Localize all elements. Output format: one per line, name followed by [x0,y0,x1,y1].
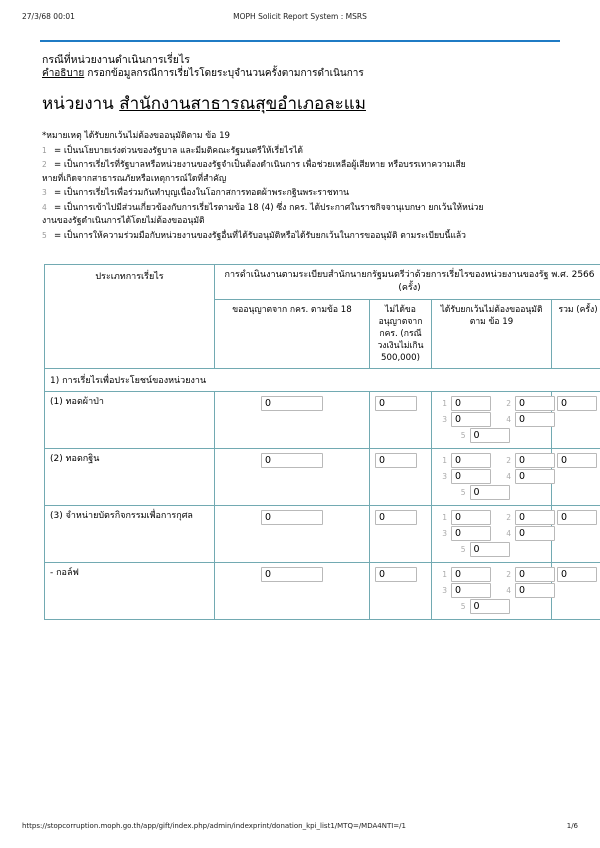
input-exempt-3[interactable] [451,469,491,484]
table-row [45,563,600,620]
cell-approved-18 [215,392,370,449]
remark-number: 2 [42,160,47,169]
intro-line-1: กรณีที่หน่วยงานดำเนินการเรี่ยไร [42,54,190,66]
remark-item [42,144,566,159]
cell-exempt-19 [432,449,552,506]
remark-item [42,201,566,216]
remark-number: 5 [42,230,47,240]
exempt-grid-row [437,542,546,557]
section-row [45,369,600,392]
table-header-row-group [45,265,600,300]
remarks-heading: *หมายเหตุ ได้รับยกเว้นไม่ต้องขออนุมัติตาม ข้อ 19 [42,131,231,141]
input-exempt-2[interactable] [515,510,555,525]
remark-item [42,158,566,173]
exempt-grid-row [437,469,546,484]
input-exempt-4[interactable] [515,526,555,541]
col-header-total: รวม (ครั้ง) [552,300,600,369]
row-label: (2) ทอดกฐิน [45,449,215,506]
exempt-field-2 [501,510,555,525]
exempt-index-label: 4 [506,415,511,424]
remark-text: = เป็นการเรี่ยไรเพื่อร่วมกันทำบุญเนื่องในโอกาสการทอดผ้าพระกฐินพระราชทาน [54,188,350,198]
input-exempt-4[interactable] [515,469,555,484]
donation-table [44,264,600,620]
col-header-not-requested: ไม่ได้ขออนุญาตจาก กคร. (กรณีวงเงินไม่เกิน 500,000) [370,300,432,369]
print-date: 27/3/68 00:01 [22,12,75,21]
row-label: (3) จำหน่ายบัตรกิจกรรมเพื่อการกุศล [45,506,215,563]
exempt-field-2 [501,567,555,582]
col-header-exempt-19: ได้รับยกเว้นไม่ต้องขออนุมัติ ตาม ข้อ 19 [432,300,552,369]
remarks-block [42,130,566,243]
exempt-index-label: 1 [442,456,447,465]
cell-approved-18 [215,563,370,620]
header-divider [40,40,560,42]
input-exempt-1[interactable] [451,396,491,411]
remark-number: 1 [42,145,47,155]
input-exempt-1[interactable] [451,567,491,582]
footer-url: https://stopcorruption.moph.go.th/app/gift/index.php/admin/indexprint/donation_kpi_list1/MTQ=/MDA4NTI=/1 [22,822,406,830]
remark-text: = เป็นการเข้าไปมีส่วนเกี่ยวข้องกับการเรี่ยไรตามข้อ 18 (4) ซึ่ง กคร. ได้ประกาศในราชกิจจานุเบกษา ยกเว้นให้หน่วย [54,202,484,213]
intro-block [42,53,562,81]
exempt-index-label: 1 [442,570,447,579]
exempt-field-1 [437,510,491,525]
exempt-field-5 [456,428,510,443]
donation-table-wrapper [44,264,600,620]
print-title: MOPH Solicit Report System : MSRS [233,12,367,21]
cell-total [552,449,600,506]
table-row [45,506,600,563]
input-exempt-2[interactable] [515,567,555,582]
exempt-field-2 [501,396,555,411]
unit-name: สำนักงานสาธารณสุขอำเภอละแม [119,94,366,114]
input-approved-18[interactable] [261,510,323,525]
intro-line-2 [42,67,562,81]
remark-text: = เป็นนโยบายเร่งด่วนของรัฐบาล และมีมติคณะรัฐมนตรีให้เรี่ยไรได้ [54,145,303,156]
row-label: (1) ทอดผ้าป่า [45,392,215,449]
exempt-grid-row [437,583,546,598]
input-approved-18[interactable] [261,567,323,582]
exempt-field-1 [437,453,491,468]
cell-not-requested [370,449,432,506]
exempt-field-3 [437,469,491,484]
exempt-grid-row [437,453,546,468]
exempt-field-5 [456,599,510,614]
cell-not-requested [370,506,432,563]
input-approved-18[interactable] [261,396,323,411]
exempt-field-4 [501,412,555,427]
col-header-group: การดำเนินงานตามระเบียบสำนักนายกรัฐมนตรีว่าด้วยการเรี่ยไรของหน่วยงานของรัฐ พ.ศ. 2566 (ครั้ง) [215,265,600,300]
input-not-requested[interactable] [375,396,417,411]
explanation-text: กรอกข้อมูลกรณีการเรี่ยไรโดยระบุจำนวนครั้งตามการดำเนินการ [84,68,364,79]
exempt-index-label: 5 [460,488,466,497]
input-total[interactable] [557,510,597,525]
input-not-requested[interactable] [375,510,417,525]
exempt-field-2 [501,453,555,468]
remark-number: 4 [42,202,47,212]
remark-text-continuation: หายที่เกิดจากสาธารณภัยหรือเหตุการณ์ใดที่สำคัญ [42,173,227,184]
input-not-requested[interactable] [375,567,417,582]
exempt-index-label: 2 [506,570,511,579]
cell-exempt-19 [432,392,552,449]
input-total[interactable] [557,396,597,411]
exempt-index-label: 4 [506,472,511,481]
cell-total [552,506,600,563]
cell-not-requested [370,563,432,620]
remark-text-continuation: งานของรัฐดำเนินการได้โดยไม่ต้องขออนุมัติ [42,216,205,226]
col-header-approved-18: ขออนุญาตจาก กคร. ตามข้อ 18 [215,300,370,369]
exempt-index-label: 2 [506,513,511,522]
exempt-index-label: 3 [442,472,447,481]
table-row [45,392,600,449]
exempt-grid-row [437,567,546,582]
input-total[interactable] [557,453,597,468]
cell-not-requested [370,392,432,449]
exempt-grid-row [437,485,546,500]
input-exempt-3[interactable] [451,526,491,541]
exempt-index-label: 5 [460,431,466,440]
exempt-index-label: 3 [442,529,447,538]
input-exempt-5[interactable] [470,428,510,443]
exempt-grid-row [437,396,546,411]
exempt-grid [437,396,546,443]
footer-page-number: 1/6 [566,822,578,830]
explanation-label: คำอธิบาย [42,68,85,79]
cell-approved-18 [215,506,370,563]
exempt-field-3 [437,526,491,541]
remark-text: = เป็นการให้ความร่วมมือกับหน่วยงานของรัฐอื่นที่ได้รับอนุมัติหรือได้รับยกเว้นในการขออนุมัติ ตามระเบียบนี้แล้ว [54,230,466,241]
exempt-grid [437,453,546,500]
input-exempt-3[interactable] [451,412,491,427]
remark-number: 3 [42,188,47,197]
print-header [0,12,600,26]
exempt-index-label: 2 [506,456,511,465]
remark-item [42,186,566,201]
unit-heading [42,92,366,116]
exempt-grid-row [437,428,546,443]
exempt-index-label: 1 [442,513,447,522]
print-footer [0,822,600,834]
input-exempt-1[interactable] [451,453,491,468]
exempt-grid-row [437,510,546,525]
exempt-index-label: 1 [442,399,447,408]
input-approved-18[interactable] [261,453,323,468]
exempt-field-1 [437,396,491,411]
input-not-requested[interactable] [375,453,417,468]
exempt-grid-row [437,526,546,541]
exempt-index-label: 3 [442,415,447,424]
input-exempt-5[interactable] [470,599,510,614]
input-exempt-4[interactable] [515,583,555,598]
exempt-grid-row [437,412,546,427]
exempt-grid-row [437,599,546,614]
exempt-field-4 [501,469,555,484]
row-label: - กอล์ฟ [45,563,215,620]
exempt-field-3 [437,412,491,427]
cell-approved-18 [215,449,370,506]
exempt-field-3 [437,583,491,598]
table-row [45,449,600,506]
exempt-index-label: 3 [442,586,447,595]
unit-label: หน่วยงาน [42,94,120,114]
input-exempt-3[interactable] [451,583,491,598]
input-exempt-4[interactable] [515,412,555,427]
remark-item [42,229,566,244]
exempt-field-5 [456,542,510,557]
input-exempt-1[interactable] [451,510,491,525]
cell-exempt-19 [432,563,552,620]
exempt-field-1 [437,567,491,582]
exempt-field-4 [501,526,555,541]
exempt-field-5 [456,485,510,500]
cell-total [552,563,600,620]
remark-text: = เป็นการเรี่ยไรที่รัฐบาลหรือหน่วยงานของรัฐจำเป็นต้องดำเนินการ เพื่อช่วยเหลือผู้เสียหาย หรือบรรเทาความเสีย [54,160,466,170]
exempt-index-label: 4 [506,586,511,595]
exempt-index-label: 2 [506,399,511,408]
exempt-index-label: 4 [506,529,511,538]
exempt-grid [437,510,546,557]
cell-exempt-19 [432,506,552,563]
exempt-grid [437,567,546,614]
exempt-index-label: 5 [460,602,466,611]
col-header-type: ประเภทการเรี่ยไร [45,265,215,369]
exempt-field-4 [501,583,555,598]
input-exempt-2[interactable] [515,453,555,468]
input-exempt-2[interactable] [515,396,555,411]
input-exempt-5[interactable] [470,485,510,500]
input-total[interactable] [557,567,597,582]
exempt-index-label: 5 [460,545,466,554]
cell-total [552,392,600,449]
section-title: 1) การเรี่ยไรเพื่อประโยชน์ของหน่วยงาน [45,369,600,392]
input-exempt-5[interactable] [470,542,510,557]
